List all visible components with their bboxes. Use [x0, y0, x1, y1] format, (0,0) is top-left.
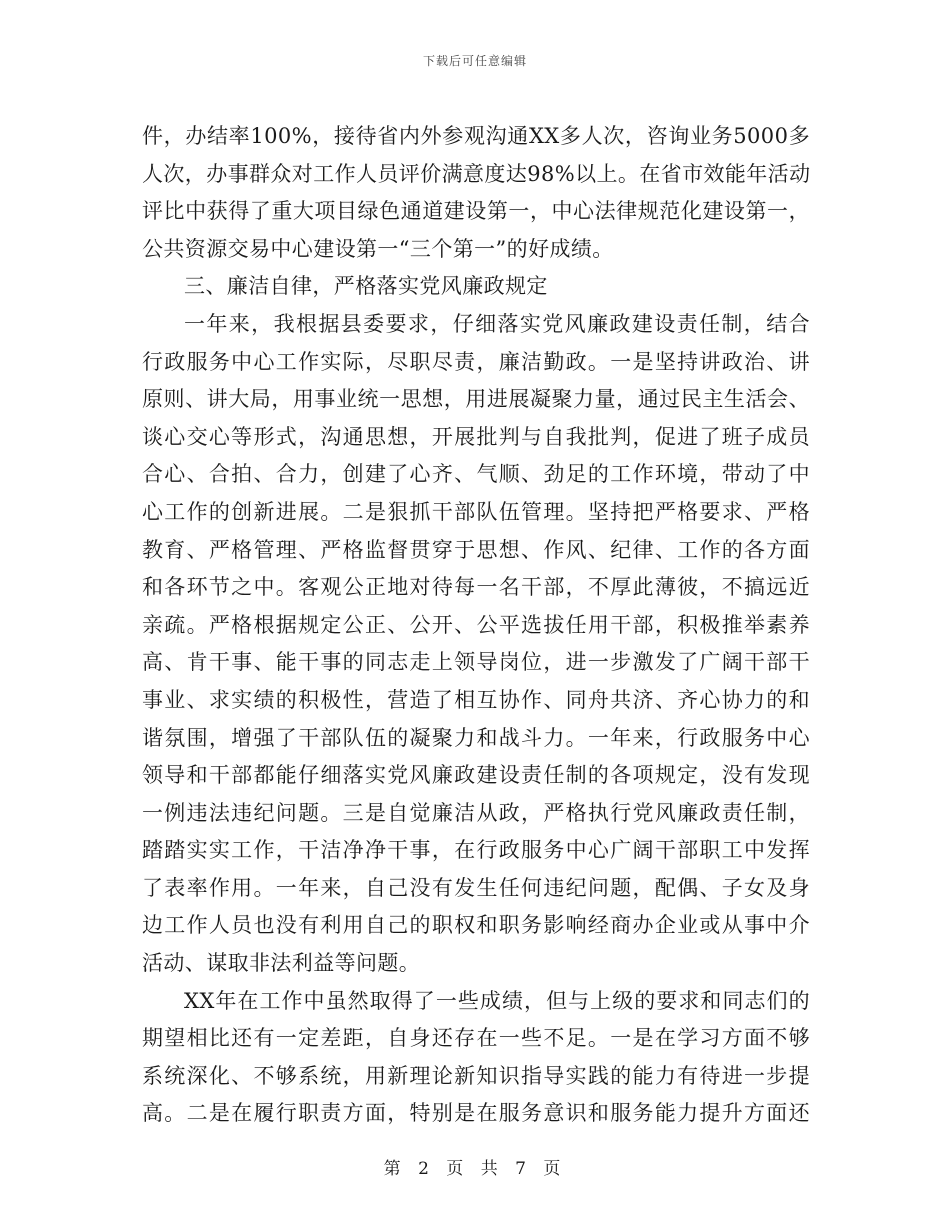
text-line: 行政服务中心工作实际，尽职尽责，廉洁勤政。一是坚持讲政治、讲: [142, 349, 810, 374]
text-line: 教育、严格管理、严格监督贯穿于思想、作风、纪律、工作的各方面: [142, 537, 810, 562]
text-line: 心工作的创新进展。二是狠抓干部队伍管理。坚持把严格要求、严格: [142, 499, 810, 524]
text-line: 亲疏。严格根据规定公正、公开、公平选拔任用干部，积极推举素养: [142, 612, 810, 637]
text-line: 事业、求实绩的积极性，营造了相互协作、同舟共济、齐心协力的和: [142, 687, 810, 712]
page-footer: 第 2 页 共 7 页: [383, 1159, 567, 1179]
text-line: 人次，办事群众对工作人员评价满意度达98%以上。在省市效能年活动: [142, 161, 811, 186]
document-body: [142, 118, 810, 1133]
text-line: 合心、合拍、合力，创建了心齐、气顺、劲足的工作环境，带动了中: [142, 462, 810, 487]
text-line: 一例违法违纪问题。三是自觉廉洁从政，严格执行党风廉政责任制，: [142, 800, 810, 825]
text-line: 高、肯干事、能干事的同志走上领导岗位，进一步激发了广阔干部干: [142, 650, 810, 675]
text-line: 边工作人员也没有利用自己的职权和职务影响经商办企业或从事中介: [142, 913, 810, 938]
page-header-note: 下载后可任意编辑: [422, 54, 527, 68]
text-line: 活动、谋取非法利益等问题。: [142, 951, 421, 976]
text-line: 高。二是在履行职责方面，特别是在服务意识和服务能力提升方面还: [142, 1101, 810, 1126]
text-line: 期望相比还有一定差距，自身还存在一些不足。一是在学习方面不够: [142, 1026, 810, 1051]
text-line: 踏踏实实工作，干洁净净干事，在行政服务中心广阔干部职工中发挥: [142, 838, 810, 863]
text-line: 和各环节之中。客观公正地对待每一名干部，不厚此薄彼，不搞远近: [142, 575, 810, 600]
text-line: 公共资源交易中心建设第一“三个第一”的好成绩。: [142, 236, 614, 261]
text-line: 谐氛围，增强了干部队伍的凝聚力和战斗力。一年来，行政服务中心: [142, 725, 810, 750]
text-line: 三、廉洁自律，严格落实党风廉政规定: [184, 274, 548, 299]
text-line: 领导和干部都能仔细落实党风廉政建设责任制的各项规定，没有发现: [142, 763, 810, 788]
text-line: 了表率作用。一年来，自己没有发生任何违纪问题，配偶、子女及身: [142, 875, 810, 900]
text-line: 原则、讲大局，用事业统一思想，用进展凝聚力量，通过民主生活会、: [142, 387, 810, 412]
text-line: 件，办结率100%，接待省内外参观沟通XX多人次，咨询业务5000多: [142, 124, 810, 148]
text-line: 系统深化、不够系统，用新理论新知识指导实践的能力有待进一步提: [142, 1063, 810, 1088]
text-line: 评比中获得了重大项目绿色通道建设第一，中心法律规范化建设第一，: [142, 199, 810, 224]
text-line: 一年来，我根据县委要求，仔细落实党风廉政建设责任制，结合: [184, 311, 810, 336]
text-line: 谈心交心等形式，沟通思想，开展批判与自我批判，促进了班子成员: [142, 424, 810, 449]
text-line: XX年在工作中虽然取得了一些成绩，但与上级的要求和同志们的: [184, 988, 810, 1013]
